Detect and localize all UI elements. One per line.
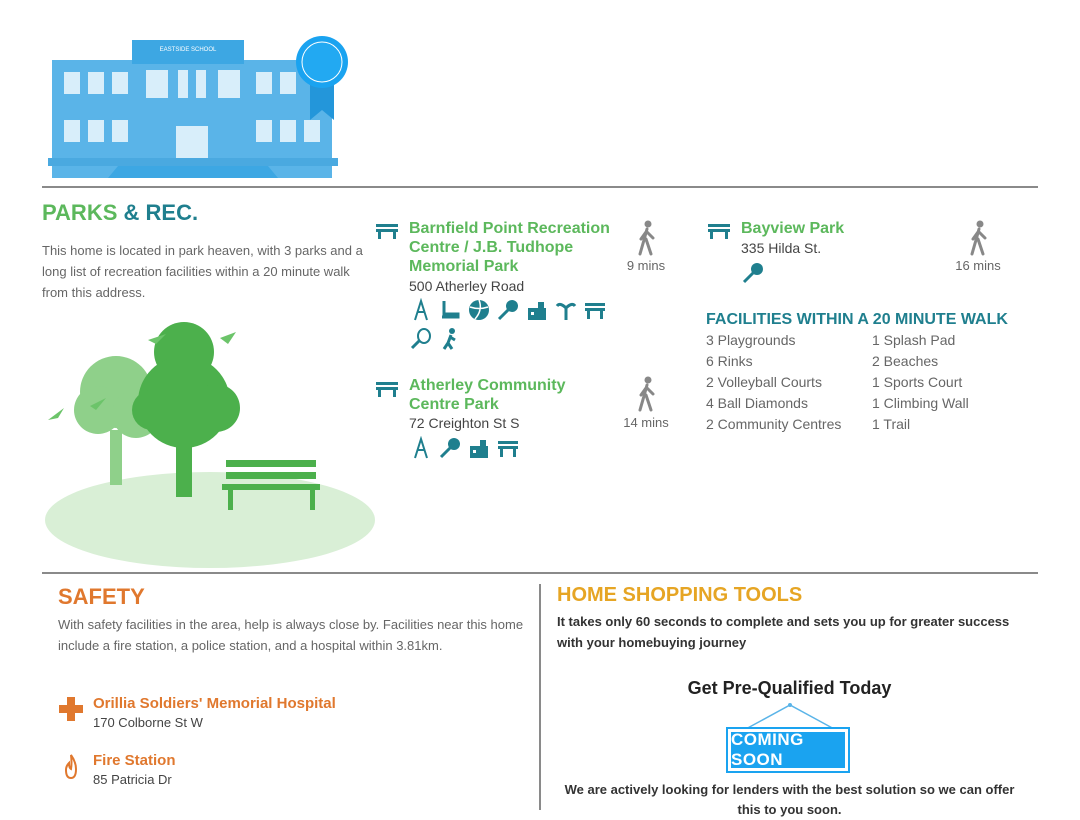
park-facility-icons: [741, 261, 765, 285]
facilities-list-right: [872, 330, 969, 435]
park-facility-icons: [409, 298, 623, 351]
hospital-cross-icon: [58, 696, 84, 722]
facility-item: 1 Climbing Wall: [872, 395, 969, 411]
bench-icon: [707, 222, 731, 240]
walk-time: 9 mins: [626, 258, 666, 273]
walking-person-icon: [636, 220, 658, 256]
safety-facility-name[interactable]: Fire Station: [93, 752, 176, 769]
park-facility-icons: [409, 436, 520, 460]
tennis-icon: [409, 327, 433, 351]
facilities-list-left: [706, 330, 841, 435]
walking-person-icon: [968, 220, 990, 256]
park-name[interactable]: Bayview Park: [741, 220, 845, 237]
school-illustration: [48, 28, 368, 183]
facility-item: 4 Ball Diamonds: [706, 395, 808, 411]
hanging-sign-string: [740, 702, 840, 732]
ball-diamond-icon: [496, 298, 520, 322]
park-address: 335 Hilda St.: [741, 240, 822, 256]
rink-icon: [438, 298, 462, 322]
sports-icon: [438, 327, 462, 351]
park-illustration: [40, 320, 375, 570]
park-address: 500 Atherley Road: [409, 278, 525, 294]
facility-item: 1 Trail: [872, 416, 911, 432]
park-name[interactable]: Atherley Community Centre Park: [409, 377, 566, 413]
playground-icon: [409, 298, 433, 322]
walking-person-icon: [636, 376, 658, 412]
walk-time: 14 mins: [623, 415, 669, 430]
bench-icon: [496, 436, 520, 460]
facilities-title: FACILITIES WITHIN A 20 MINUTE WALK: [706, 311, 1008, 328]
park-name[interactable]: Barnfield Point Recreation Centre / J.B. Tudhope Memorial Park: [409, 220, 610, 275]
splash-pad-icon: [554, 298, 578, 322]
bench-icon: [375, 380, 399, 398]
parks-description: This home is located in park heaven, with 3 parks and a long list of recreation facilities within a 20 minute walk from this address.: [42, 243, 363, 300]
facility-item: 1 Sports Court: [872, 374, 963, 390]
shopping-subtitle: It takes only 60 seconds to complete and sets you up for greater success with your homebuying journey: [557, 614, 1010, 650]
playground-icon: [409, 436, 433, 460]
parks-title: PARKS & REC.: [42, 200, 199, 225]
coming-soon-badge: COMING SOON: [728, 729, 848, 771]
safety-facility-address: 85 Patricia Dr: [93, 772, 172, 787]
facility-item: 3 Playgrounds: [706, 332, 796, 348]
facility-item: 2 Volleyball Courts: [706, 374, 822, 390]
walk-time: 16 mins: [955, 258, 1001, 273]
park-address: 72 Creighton St S: [409, 415, 520, 431]
safety-facility-name[interactable]: Orillia Soldiers' Memorial Hospital: [93, 695, 336, 712]
bench-icon: [583, 298, 607, 322]
ball-diamond-icon: [741, 261, 765, 285]
facility-item: 6 Rinks: [706, 353, 753, 369]
facility-item: 2 Beaches: [872, 353, 939, 369]
facility-item: 1 Splash Pad: [872, 332, 956, 348]
safety-title: SAFETY: [58, 584, 145, 609]
lenders-note: We are actively looking for lenders with the best solution so we can offer this to you soon.: [564, 782, 1015, 817]
shopping-title: HOME SHOPPING TOOLS: [557, 584, 803, 606]
fire-icon: [62, 754, 80, 780]
community-centre-icon: [467, 436, 491, 460]
bench-icon: [375, 222, 399, 240]
community-centre-icon: [525, 298, 549, 322]
safety-facility-address: 170 Colborne St W: [93, 715, 203, 730]
prequalify-title: Get Pre-Qualified Today: [687, 678, 892, 698]
safety-description: With safety facilities in the area, help is always close by. Facilities near this home include a fire station, a police station, and a hospital within 3.81km.: [58, 617, 524, 653]
ball-diamond-icon: [438, 436, 462, 460]
volleyball-icon: [467, 298, 491, 322]
facility-item: 2 Community Centres: [706, 416, 842, 432]
school-sign: EASTSIDE SCHOOL: [159, 47, 217, 53]
column-divider: [539, 584, 541, 810]
